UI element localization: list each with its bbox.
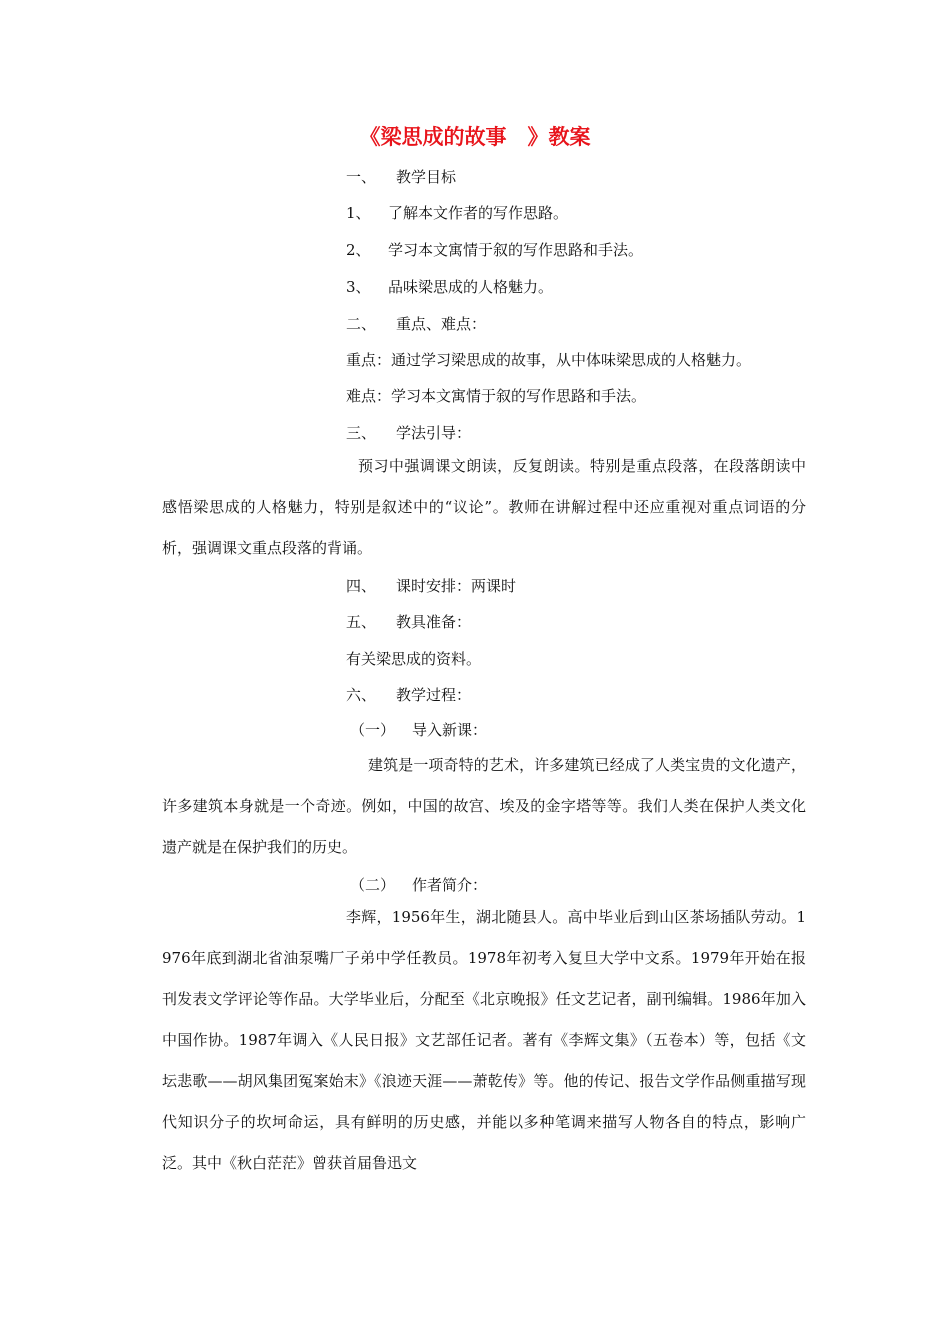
subsection-label: 作者简介： [412,876,488,894]
section-number: 四、 [346,577,377,595]
section-heading-materials [346,611,471,633]
goal-number: 3、 [346,278,371,296]
section-label: 教学过程： [396,686,472,704]
section-number: 五、 [346,613,377,631]
key-point-text: 重点：通过学习梁思成的故事，从中体味梁思成的人格魅力。 [346,351,752,369]
section-number: 三、 [346,424,377,442]
goal-number: 1、 [346,204,371,222]
section-heading-key-points [346,313,486,335]
goal-text: 了解本文作者的写作思路。 [388,204,569,222]
introduction-paragraph: 建筑是一项奇特的艺术，许多建筑已经成了人类宝贵的文化遗产，许多建筑本身就是一个奇迹。例如，中国的故宫、埃及的金字塔等等。我们人类在保护人类文化遗产就是在保护我们的历史。 [162,756,806,856]
subsection-heading-introduction [350,719,487,741]
section-label: 教具准备： [396,613,472,631]
section-label: 教学目标 [396,168,457,186]
subsection-number: （一） [350,721,396,739]
goal-text: 品味梁思成的人格魅力。 [388,278,554,296]
section-heading-learning-method [346,422,471,444]
section-heading-teaching-process [346,684,471,706]
section-number: 六、 [346,686,377,704]
section-number: 二、 [346,315,377,333]
subsection-number: （二） [350,876,396,894]
learning-method-paragraph: 预习中强调课文朗读，反复朗读。特别是重点段落，在段落朗读中感悟梁思成的人格魅力，特别是叙述中的“议论”。教师在讲解过程中还应重视对重点词语的分析，强调课文重点段落的背诵。 [162,457,806,557]
section-heading-schedule [346,575,516,597]
goal-item-1 [346,202,568,224]
section-label: 重点、难点： [396,315,487,333]
author-paragraph: 李辉，1956年生，湖北随县人。高中毕业后到山区茶场插队劳动。1976年底到湖北省油泵嘴厂子弟中学任教员。1978年初考入复旦大学中文系。1979年开始在报刊发表文学评论等作品。大学毕业后，分配至《北京晚报》任文艺记者，副刊编辑。1986年加入中国作协。1987年调入《人民日报》文艺部任记者。著有《李辉文集》（五卷本）等，包括《文坛悲歌——胡风集团冤案始末》《浪迹天涯——萧乾传》等。他的传记、报告文学作品侧重描写现代知识分子的坎坷命运，具有鲜明的历史感，并能以多种笔调来描写人物各自的特点，影响广泛。其中《秋白茫茫》曾获首届鲁迅文 [162,908,806,1172]
section-label: 课时安排：两课时 [396,577,517,595]
goal-text: 学习本文寓情于叙的写作思路和手法。 [388,241,644,259]
goal-item-3 [346,276,553,298]
difficult-point-text: 难点：学习本文寓情于叙的写作思路和手法。 [346,387,647,405]
goal-item-2 [346,239,643,261]
subsection-label: 导入新课： [412,721,488,739]
subsection-heading-author [350,874,487,896]
section-heading-teaching-goals [346,166,456,188]
section-number: 一、 [346,168,377,186]
materials-text: 有关梁思成的资料。 [346,650,482,668]
goal-number: 2、 [346,241,371,259]
document-title: 《梁思成的故事 》教案 [359,124,591,149]
section-label: 学法引导： [396,424,472,442]
